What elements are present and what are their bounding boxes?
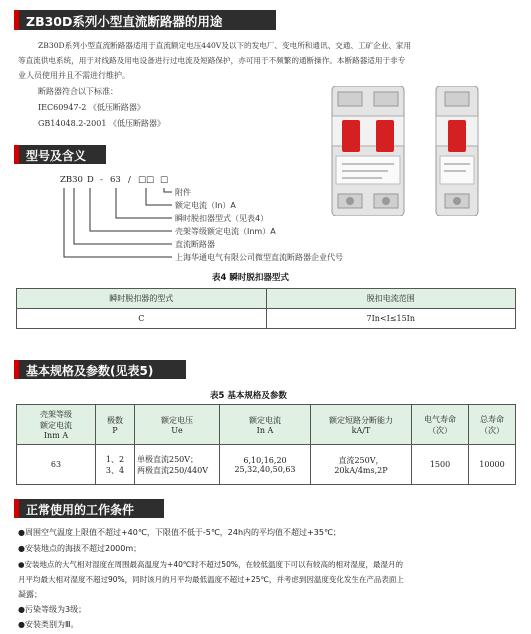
- meaning-company-code: 上海华通电气有限公司微型直流断路器企业代号: [175, 253, 343, 262]
- model-boxes: □□: [138, 175, 155, 185]
- t5-cell-voltage-l1: 单极直流250V；: [137, 454, 199, 464]
- t5-header-inm-l1: 壳架等级: [40, 410, 72, 419]
- table5-caption: 表5 基本规格及参数: [210, 391, 287, 401]
- conditions-banner-accent: [14, 499, 19, 518]
- intro-line-4: 断路器符合以下标准：: [38, 87, 118, 96]
- condition-temperature: ●周围空气温度上限值不超过+40℃，下限值不低于-5℃，24h内的平均值不超过+35℃；: [18, 528, 341, 537]
- t5-cell-breaking-l2: 20kA/4ms,2P: [334, 465, 388, 475]
- t5-header-breaking: [311, 405, 412, 445]
- t5-header-current-l2: In A: [256, 425, 274, 435]
- t5-cell-poles-l1: 1、2: [105, 454, 125, 464]
- t5-header-elec-life-l1: 电气寿命: [424, 414, 456, 424]
- intro-line-2: 等直流供电系统，用于对线路及用电设备进行过电流及短路保护，亦可用于不频繁的通断操作。本断路器适用于非专: [18, 56, 406, 65]
- table4: [16, 288, 516, 329]
- meaning-accessory: 附件: [175, 188, 191, 197]
- t5-header-poles-l1: 极数: [107, 415, 123, 425]
- t5-cell-breaking: [311, 445, 412, 485]
- table4-cell-range: 7In<I≤15In: [266, 309, 516, 329]
- meaning-dc-breaker: 直流断路器: [175, 240, 215, 249]
- t5-header-breaking-l1: 额定短路分断能力: [329, 415, 393, 425]
- table5: [16, 404, 516, 485]
- conditions-section-banner: [14, 499, 164, 518]
- model-amp: 63: [110, 175, 121, 185]
- intro-line-3: 业人员使用并且不需进行维护。: [18, 71, 130, 80]
- condition-humidity-l3: 凝露；: [18, 590, 42, 599]
- model-box: □: [160, 175, 169, 185]
- t5-header-poles-l2: P: [112, 425, 118, 435]
- condition-humidity-l1: ●安装地点的大气相对湿度在周围最高温度为+40℃时不超过50%，在较低温度下可以有较高的相对湿度，最湿月的: [18, 560, 403, 569]
- model-d: D: [87, 175, 94, 185]
- t5-header-inm: [17, 405, 96, 445]
- model-slash: /: [128, 175, 131, 185]
- t5-cell-poles: [96, 445, 135, 485]
- meaning-rated-current: 额定电流（In）A: [175, 201, 236, 210]
- t5-cell-elec-life: 1500: [412, 445, 469, 485]
- meaning-trip-type: 瞬时脱扣器型式（见表4）: [175, 214, 269, 223]
- t5-cell-current-l1: 6,10,16,20: [243, 455, 287, 465]
- condition-pollution: ●污染等级为3级；: [18, 605, 87, 614]
- t5-header-total-life-l1: 总寿命: [480, 414, 504, 424]
- t5-header-elec-life-l2: （次）: [428, 425, 452, 435]
- table4-cell-type: C: [17, 309, 267, 329]
- intro-line-5: IEC60947-2 《低压断路器》: [38, 103, 145, 112]
- condition-humidity-l2: 月平均最大相对湿度不超过90%，同时该月的月平均最低温度不超过+25℃，并考虑到因温度变化发生在产品表面上: [18, 575, 404, 584]
- t5-cell-poles-l2: 3、4: [105, 465, 125, 475]
- t5-header-total-life: [469, 405, 516, 445]
- model-section-title: 型号及含义: [26, 149, 87, 163]
- t5-cell-current: [220, 445, 311, 485]
- t5-cell-breaking-l1: 直流250V，: [338, 455, 384, 465]
- t5-cell-voltage-l2: 两极直流250/440V: [137, 465, 209, 475]
- conditions-section-title: 正常使用的工作条件: [26, 503, 135, 517]
- t5-header-breaking-l2: kA/T: [351, 425, 371, 435]
- condition-install-category: ●安装类别为Ⅲ。: [18, 620, 79, 629]
- spec-section-banner: [14, 360, 186, 379]
- table4-header-type: 瞬时脱扣器的型式: [17, 289, 267, 309]
- spec-banner-accent: [14, 360, 19, 379]
- page-title: ZB30D系列小型直流断路器的用途: [26, 14, 223, 29]
- t5-cell-voltage: [135, 445, 220, 485]
- spec-section-title: 基本规格及参数(见表5): [26, 364, 154, 378]
- t5-header-voltage: [135, 405, 220, 445]
- t5-header-poles: [96, 405, 135, 445]
- t5-cell-inm: 63: [17, 445, 96, 485]
- meaning-frame-current: 壳架等级额定电流（Inm）A: [175, 227, 276, 236]
- table4-caption: 表4 瞬时脱扣器型式: [212, 273, 289, 283]
- t5-cell-total-life: 10000: [469, 445, 516, 485]
- model-prefix: ZB30: [60, 175, 83, 185]
- t5-header-total-life-l2: （次）: [480, 425, 504, 435]
- model-dash: -: [100, 175, 103, 185]
- t5-header-inm-l2: 额定电流: [40, 421, 72, 430]
- t5-cell-current-l2: 25,32,40,50,63: [234, 464, 296, 474]
- t5-header-current-l1: 额定电流: [249, 415, 281, 425]
- t5-header-current: [220, 405, 311, 445]
- t5-header-voltage-l2: Ue: [171, 425, 183, 435]
- intro-line-1: ZB30D系列小型直流断路器适用于直流额定电压440V及以下的发电厂、变电所和通讯、交通、工矿企业、家用: [38, 41, 412, 50]
- condition-altitude: ●安装地点的海拔不超过2000m；: [18, 544, 142, 553]
- t5-header-inm-l3: Inm A: [43, 431, 69, 440]
- t5-header-elec-life: [412, 405, 469, 445]
- intro-line-6: GB14048.2-2001 《低压断路器》: [38, 119, 165, 128]
- table4-header-range: 脱扣电流范围: [266, 289, 516, 309]
- t5-header-voltage-l1: 额定电压: [161, 415, 193, 425]
